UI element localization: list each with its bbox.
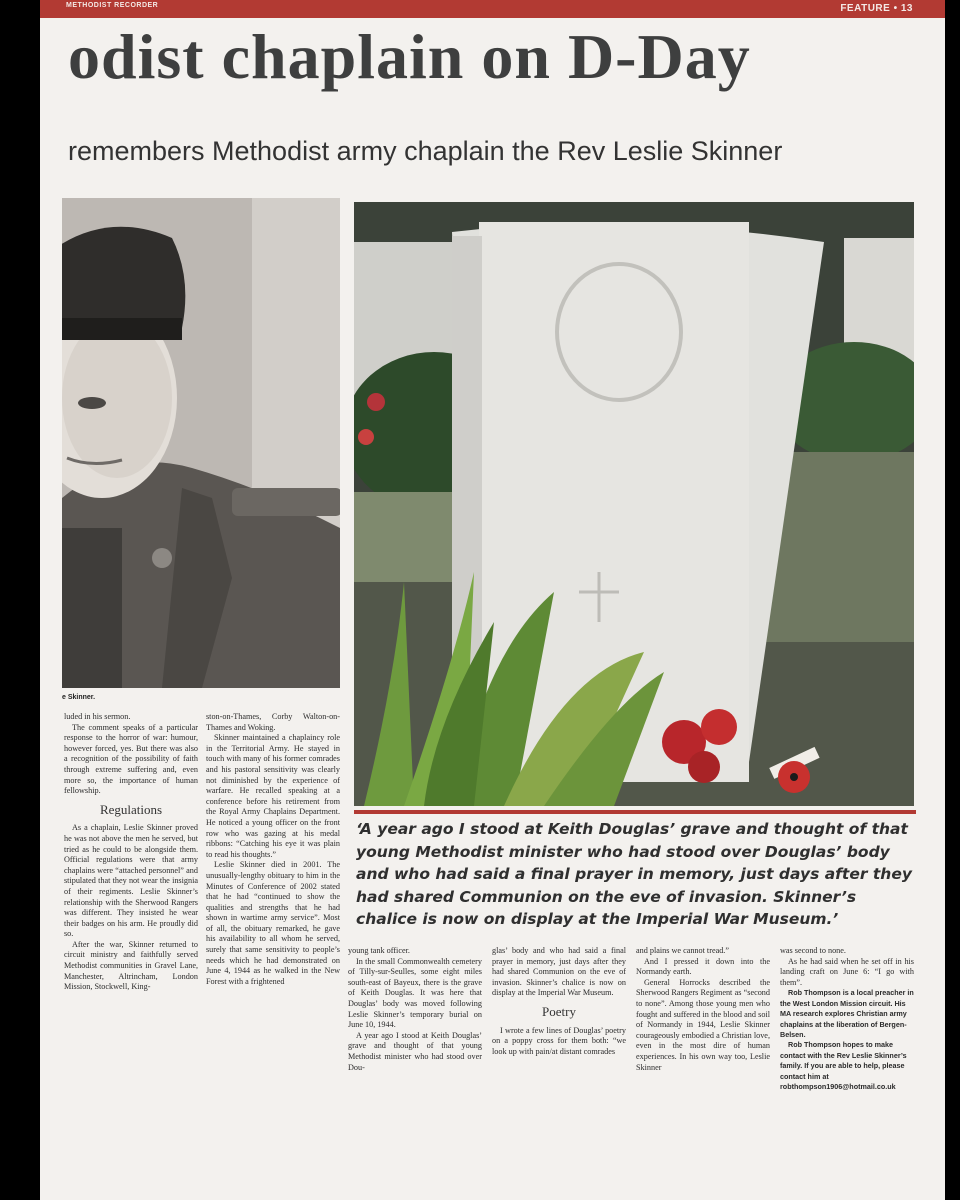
paragraph: Skinner maintained a chaplaincy role in the Territorial Army. He stayed in touch with many of his former comrades and his pastoral sensitivity was clearly not diminished by the experience of warfare. He recalled speaking at a conference before his retirement from the Royal Army Chaplains Department. He noticed a young officer on the front row who was gazing at his medal ribbons: “Catching his eye it was plain to read his thoughts.” <box>206 733 340 859</box>
paragraph: I wrote a few lines of Douglas’ poetry on a poppy cross for them both: “we look up with pain/at distant comrades <box>492 1025 626 1056</box>
paragraph: After the war, Skinner returned to circuit ministry and faithfully served Methodist communities in Gravel Lane, Manchester, Altrincham, London Mission, Stockwell, King- <box>64 939 198 992</box>
subheadline: remembers Methodist army chaplain the Rev Leslie Skinner <box>68 136 783 166</box>
paragraph: A year ago I stood at Keith Douglas’ grave and thought of that young Methodist minister who had stood over Dou- <box>348 1030 482 1072</box>
headline: odist chaplain on D-Day <box>68 21 751 92</box>
paragraph: luded in his sermon. <box>64 712 131 721</box>
photo-caption: e Skinner. <box>62 694 96 701</box>
paragraph: and plains we cannot tread.” <box>636 946 729 955</box>
author-bio: Rob Thompson is a local preacher in the West London Mission circuit. His MA research explores Christian army chaplains at the liberation of Bergen-Belsen. <box>780 988 914 1039</box>
publication-name: METHODIST RECORDER <box>66 2 159 9</box>
paragraph: And I pressed it down into the Normandy earth. <box>636 956 770 977</box>
article-column-3 <box>348 946 482 1073</box>
portrait-photo <box>62 198 340 688</box>
paragraph: Leslie Skinner died in 2001. The unusually-lengthy obituary to him in the Minutes of Conference of 2002 stated that he had “continued to show the qualities and strengths that he had shown in wartime army service”. Most of all, the obituary remarked, he gave his availability to all whom he served, surely that same sensitivity to people’s needs which he had demonstrated on June 4, 1944 as he walked in the New Forest with a frightened <box>206 860 340 986</box>
paragraph: ston-on-Thames, Corby Walton-on-Thames and Woking. <box>206 712 340 732</box>
portrait-illustration <box>62 198 340 688</box>
paragraph: General Horrocks described the Sherwood Rangers Regiment as “second to none”. Among those young men who fought and suffered in the blood and soil of Normandy in 1944, Leslie Skinner courageously embodied a Christian love, even in the most dire of human experiences. In his own way too, Leslie Skinner <box>636 977 770 1072</box>
paragraph: As he had said when he set off in his landing craft on June 6: “I go with them”. <box>780 956 914 987</box>
article-column-6 <box>780 946 914 1092</box>
section-page-label: FEATURE • 13 <box>840 3 913 14</box>
gravestone-illustration <box>354 202 914 806</box>
article-column-5 <box>636 946 770 1073</box>
paragraph: glas’ body and who had said a final prayer in memory, just days after they had shared Communion on the eve of invasion. Skinner’s chalice is now on display at the Imperial War Museum. <box>492 946 626 998</box>
article-column-1 <box>64 712 198 993</box>
paragraph: young tank officer. <box>348 946 410 955</box>
section-heading: Regulations <box>99 801 163 817</box>
paragraph: The comment speaks of a particular response to the horror of war: humour, however forced, yes. But there was also a recognition of the possibility of faith through extreme suffering and, even more so, the importance of human fellowship. <box>64 722 198 796</box>
paragraph: was second to none. <box>780 946 846 955</box>
header-bar <box>40 0 945 18</box>
article-column-4 <box>492 946 626 1057</box>
paragraph: As a chaplain, Leslie Skinner proved he was not above the men he served, but tried as he could to be alongside them. Official regulations were that army chaplains were “attached personnel” and stipulated that they not wear the insignia of their regiments. Leslie Skinner’s relationship with the Sherwood Rangers was different. They insisted he wear their badges on his arm. He proudly did so. <box>64 823 198 939</box>
gravestone-photo <box>354 202 914 806</box>
pull-quote: ‘A year ago I stood at Keith Douglas’ grave and thought of that young Methodist minister who had stood over Douglas’ body and who had said a final prayer in memory, just days after they had shared Communion on the eve of invasion. Skinner’s chalice is now on display at the Imperial War Museum.’ <box>356 820 912 928</box>
article-column-2 <box>206 712 340 987</box>
paragraph: In the small Commonwealth cemetery of Tilly-sur-Seulles, some eight miles south-east of Bayeux, there is the grave of Keith Douglas. It was here that Douglas’ body was moved following Leslie Skinner’s temporary burial on June 10, 1944. <box>348 956 482 1030</box>
author-contact: Rob Thompson hopes to make contact with the Rev Leslie Skinner’s family. If you are able to help, please contact him at robthompson1906@hotmail.co.uk <box>780 1040 907 1092</box>
pull-quote-rule <box>354 810 916 814</box>
newspaper-page <box>40 0 945 1200</box>
section-heading: Poetry <box>542 1003 576 1019</box>
